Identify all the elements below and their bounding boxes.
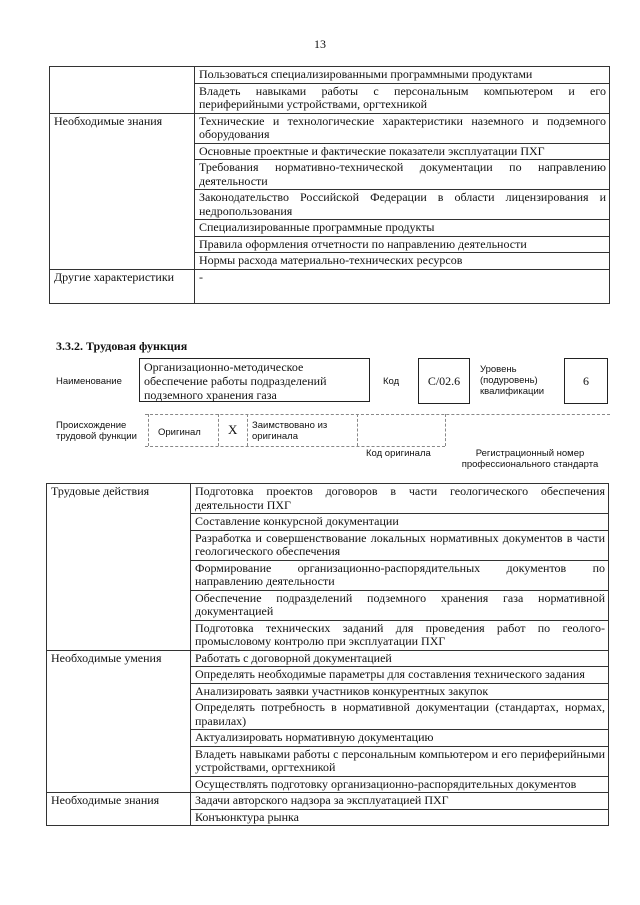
table-row xyxy=(47,650,609,667)
row-label xyxy=(50,67,195,84)
function-name: Организационно-методическое обеспечение работы подразделений подземного хранения газа xyxy=(144,360,327,402)
origin-divider xyxy=(247,414,248,446)
row-text: Подготовка технических заданий для проведения работ по геолого-промысловому контролю при эксплуатации ПХГ xyxy=(191,620,609,650)
table-row xyxy=(47,484,609,514)
origin-bottom-border xyxy=(145,446,445,447)
table-row xyxy=(50,67,610,84)
original-label: Оригинал xyxy=(158,427,201,438)
level-label: Уровень (подуровень) квалификации xyxy=(480,364,545,397)
row-text: Владеть навыками работы с персональным компьютером и его периферийными устройствами, оргтехникой xyxy=(195,83,610,113)
group-label: Необходимые знания xyxy=(47,793,191,826)
row-text: Актуализировать нормативную документацию xyxy=(191,730,609,747)
row-text: Задачи авторского надзора за эксплуатацией ПХГ xyxy=(191,793,609,810)
page-number: 13 xyxy=(314,37,326,51)
row-text: Определять необходимые параметры для составления технического задания xyxy=(191,667,609,684)
row-text: Специализированные программные продукты xyxy=(195,220,610,237)
row-text: Нормы расхода материально-технических ресурсов xyxy=(195,253,610,270)
borrowed-label: Заимствовано из оригинала xyxy=(252,420,328,442)
row-text: Анализировать заявки участников конкурентных закупок xyxy=(191,683,609,700)
row-text: Владеть навыками работы с персональным компьютером и его периферийными устройствами, оргтехникой xyxy=(191,746,609,776)
row-text: Определять потребность в нормативной документации (стандартах, нормах, правилах) xyxy=(191,700,609,730)
code-value: С/02.6 xyxy=(427,374,461,388)
row-text: Обеспечение подразделений подземного хранения газа нормативной документацией xyxy=(191,590,609,620)
code-original-caption: Код оригинала xyxy=(366,448,431,459)
function-name-box xyxy=(139,358,370,402)
row-text: Технические и технологические характеристики наземного и подземного оборудования xyxy=(195,113,610,143)
row-text: Правила оформления отчетности по направлению деятельности xyxy=(195,236,610,253)
row-text: Основные проектные и фактические показатели эксплуатации ПХГ xyxy=(195,143,610,160)
group-label: Необходимые умения xyxy=(47,650,191,793)
origin-divider xyxy=(218,414,219,446)
top-requirements-table xyxy=(49,66,610,304)
row-text: Разработка и совершенствование локальных нормативных документов в части геологического обеспечения xyxy=(191,530,609,560)
row-text: Работать с договорной документацией xyxy=(191,650,609,667)
original-mark: X xyxy=(228,422,238,437)
row-label: Необходимые знания xyxy=(50,113,195,269)
labor-function-table xyxy=(46,483,609,826)
row-text: Пользоваться специализированными программными продуктами xyxy=(195,67,610,84)
table-row xyxy=(50,83,610,113)
table-row xyxy=(47,793,609,810)
table-row xyxy=(50,269,610,303)
name-label: Наименование xyxy=(56,376,122,387)
row-text: Осуществлять подготовку организационно-распорядительных документов xyxy=(191,776,609,793)
origin-divider xyxy=(148,414,149,446)
section-heading: 3.3.2. Трудовая функция xyxy=(56,339,188,353)
row-text: Составление конкурсной документации xyxy=(191,514,609,531)
row-text: Законодательство Российской Федерации в области лицензирования и недропользования xyxy=(195,190,610,220)
row-text: Конъюнктура рынка xyxy=(191,809,609,826)
level-box xyxy=(564,358,608,404)
code-label: Код xyxy=(383,376,400,387)
row-label: Другие характеристики xyxy=(50,269,195,303)
reg-number-caption: Регистрационный номер профессионального стандарта xyxy=(461,448,599,470)
level-value: 6 xyxy=(583,374,589,388)
table-row xyxy=(50,113,610,143)
group-label: Трудовые действия xyxy=(47,484,191,651)
origin-divider xyxy=(445,414,446,446)
row-text: Требования нормативно-технической документации по направлению деятельности xyxy=(195,160,610,190)
row-text: Формирование организационно-распорядительных документов по направлению деятельности xyxy=(191,560,609,590)
origin-divider xyxy=(357,414,358,446)
row-label xyxy=(50,83,195,113)
code-box xyxy=(418,358,470,404)
row-text: Подготовка проектов договоров в части геологического обеспечения деятельности ПХГ xyxy=(191,484,609,514)
origin-top-border xyxy=(145,414,610,415)
origin-label: Происхождение трудовой функции xyxy=(56,420,137,442)
row-text: - xyxy=(195,269,610,303)
